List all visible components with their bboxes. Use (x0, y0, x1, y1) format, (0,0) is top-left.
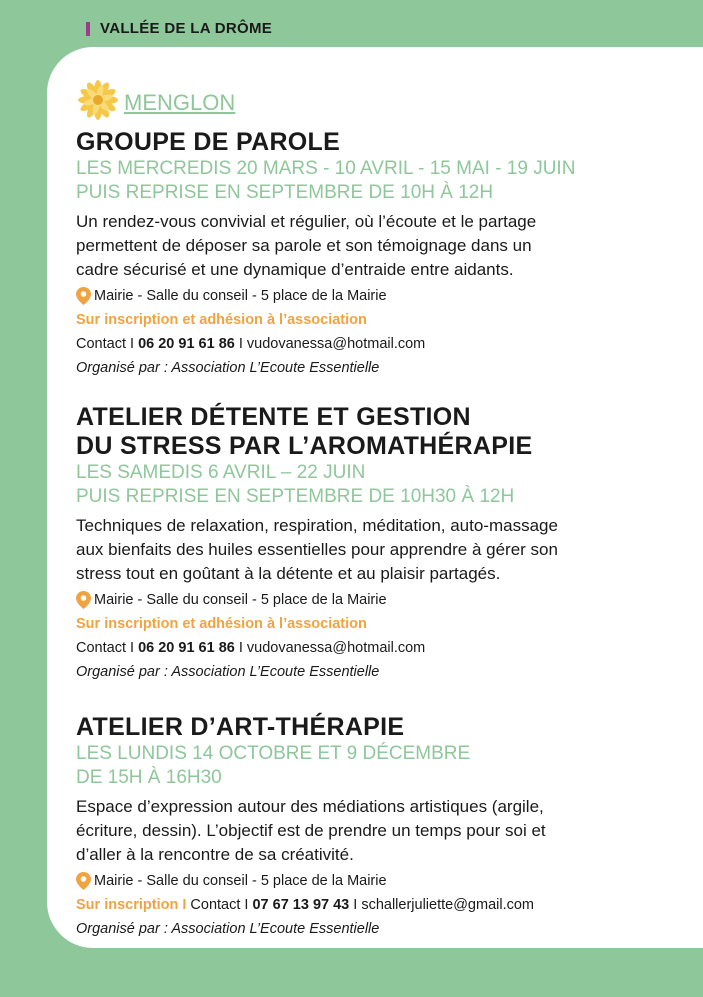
inscription-note: Sur inscription et adhésion à l’association (76, 312, 367, 328)
event-contact (76, 332, 636, 356)
description-line: d’aller à la rencontre de sa créativité. (76, 845, 354, 864)
region-title: VALLÉE DE LA DRÔME (100, 20, 273, 37)
event-location (76, 284, 636, 308)
event-contact (76, 893, 636, 917)
contact-phone[interactable]: 06 20 91 61 86 (138, 640, 235, 656)
event-description (76, 795, 636, 867)
event-title: ATELIER D’ART-THÉRAPIE (76, 713, 405, 741)
contact-label: Contact I (76, 640, 135, 656)
event-location (76, 869, 636, 893)
event-title: DU STRESS PAR L’AROMATHÉRAPIE (76, 432, 533, 460)
contact-email[interactable]: I vudovanessa@hotmail.com (238, 336, 426, 352)
event-organizer: Organisé par : Association L’Ecoute Essentielle (76, 664, 380, 680)
event-title: ATELIER DÉTENTE ET GESTION (76, 403, 471, 431)
description-line: cadre sécurisé et une dynamique d’entraide entre aidants. (76, 260, 514, 279)
event-location (76, 588, 636, 612)
contact-email[interactable]: I schallerjuliette@gmail.com (353, 897, 534, 913)
description-line: Techniques de relaxation, respiration, méditation, auto-massage (76, 516, 558, 535)
location-text: Mairie - Salle du conseil - 5 place de la Mairie (94, 873, 387, 889)
contact-email[interactable]: I vudovanessa@hotmail.com (238, 640, 426, 656)
event-organizer: Organisé par : Association L’Ecoute Essentielle (76, 360, 380, 376)
event-atelier-art-therapie (76, 713, 636, 941)
event-date: PUIS REPRISE EN SEPTEMBRE DE 10H À 12H (76, 182, 494, 203)
location-pin-icon (76, 591, 91, 609)
region-marker (86, 22, 90, 36)
event-date: LES LUNDIS 14 OCTOBRE ET 9 DÉCEMBRE (76, 743, 471, 764)
location-pin-icon (76, 287, 91, 305)
event-groupe-de-parole (76, 128, 636, 380)
description-line: stress tout en goûtant à la détente et au plaisir partagés. (76, 564, 501, 583)
event-date: LES MERCREDIS 20 MARS - 10 AVRIL - 15 MAI - 19 JUIN (76, 158, 576, 179)
description-line: Un rendez-vous convivial et régulier, où l’écoute et le partage (76, 212, 537, 231)
contact-label: Contact I (76, 336, 135, 352)
inscription-note: Sur inscription et adhésion à l’association (76, 616, 367, 632)
event-date: DE 15H À 16H30 (76, 767, 222, 788)
event-date: LES SAMEDIS 6 AVRIL – 22 JUIN (76, 462, 366, 483)
event-organizer: Organisé par : Association L’Ecoute Essentielle (76, 921, 380, 937)
inscription-note: Sur inscription I (76, 897, 187, 913)
description-line: aux bienfaits des huiles essentielles pour apprendre à gérer son (76, 540, 558, 559)
town-name[interactable]: MENGLON (124, 89, 236, 115)
event-description (76, 210, 636, 282)
event-description (76, 514, 636, 586)
town-heading (76, 78, 235, 127)
event-title: GROUPE DE PAROLE (76, 128, 341, 156)
description-line: écriture, dessin). L’objectif est de prendre un temps pour soi et (76, 821, 546, 840)
event-date: PUIS REPRISE EN SEPTEMBRE DE 10H30 À 12H (76, 486, 515, 507)
description-line: Espace d’expression autour des médiations artistiques (argile, (76, 797, 544, 816)
contact-label: Contact I (190, 897, 249, 913)
location-pin-icon (76, 872, 91, 890)
event-atelier-aromatherapie (76, 403, 636, 684)
contact-phone[interactable]: 06 20 91 61 86 (138, 336, 235, 352)
location-text: Mairie - Salle du conseil - 5 place de la Mairie (94, 592, 387, 608)
event-contact (76, 636, 636, 660)
description-line: permettent de déposer sa parole et son témoignage dans un (76, 236, 532, 255)
location-text: Mairie - Salle du conseil - 5 place de la Mairie (94, 288, 387, 304)
contact-phone[interactable]: 07 67 13 97 43 (252, 897, 350, 913)
flower-icon (76, 78, 120, 127)
region-header (86, 20, 272, 37)
